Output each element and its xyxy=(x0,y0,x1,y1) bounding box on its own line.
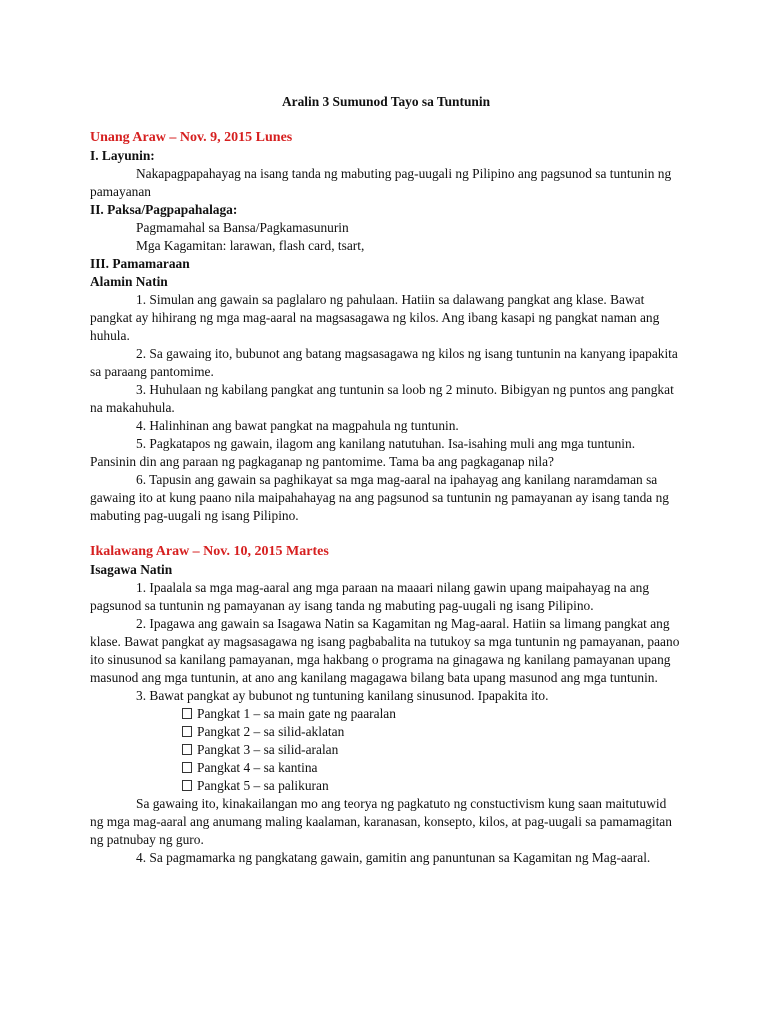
group-list-item xyxy=(90,705,682,723)
alamin-heading: Alamin Natin xyxy=(90,274,168,289)
checkbox-bullet-icon xyxy=(182,744,192,755)
isagawa-heading: Isagawa Natin xyxy=(90,562,173,577)
checkbox-bullet-icon xyxy=(182,780,192,791)
paksa-heading: II. Paksa/Pagpapahalaga: xyxy=(90,202,238,217)
group-label: Pangkat 3 – sa silid-aralan xyxy=(197,742,339,757)
teacher-note: Sa gawaing ito, kinakailangan mo ang teorya ng pagkatuto ng constuctivism kung saan maitutuwid ng mga mag-aaral ang anumang maling kaalaman, karanasan, konsepto, kilos, at pag-uugali sa pamamagitan ng patnubay ng guro. xyxy=(90,796,672,847)
group-list-item xyxy=(90,759,682,777)
day2-step: 1. Ipaalala sa mga mag-aaral ang mga paraan na maaari nilang gawin upang maipahayag na ang pagsunod sa tuntunin ng pamayanan ay isang tanda ng mabuting pag-uugali ng isang Pilipino. xyxy=(90,580,650,613)
paksa-item: Pagmamahal sa Bansa/Pagkamasunurin xyxy=(136,220,349,235)
checkbox-bullet-icon xyxy=(182,762,192,773)
day2-step: 4. Sa pagmamarka ng pangkatang gawain, gamitin ang panuntunan sa Kagamitan ng Mag-aaral. xyxy=(136,850,651,865)
layunin-text: Nakapagpapahayag na isang tanda ng mabuting pag-uugali ng Pilipino ang pagsunod sa tuntunin ng pamayanan xyxy=(90,166,672,199)
day1-step: 1. Simulan ang gawain sa paglalaro ng pahulaan. Hatiin sa dalawang pangkat ang klase. Bawat pangkat ay hihirang ng mga mag-aaral na magsasagawa ng kilos. Ang ibang kasapi ng pangkat naman ang huhula. xyxy=(90,292,660,343)
day2-step: 2. Ipagawa ang gawain sa Isagawa Natin sa Kagamitan ng Mag-aaral. Hatiin sa limang pangkat ang klase. Bawat pangkat ay magsasagawa ng isang pagbabalita na tutukoy sa mga tuntunin ng pamayanan, paano ito sinusunod sa kanilang pamayanan, mga hakbang o programa na ginagawa ng kanilang pamayanan upang masunod ang mga tuntunin, at ano ang kanilang magagawa bilang bata upang masunod ang mga tuntunin. xyxy=(90,616,680,685)
day1-step: 4. Halinhinan ang bawat pangkat na magpahula ng tuntunin. xyxy=(136,418,459,433)
paksa-item: Mga Kagamitan: larawan, flash card, tsart, xyxy=(136,238,365,253)
checkbox-bullet-icon xyxy=(182,726,192,737)
group-label: Pangkat 2 – sa silid-aklatan xyxy=(197,724,345,739)
group-label: Pangkat 5 – sa palikuran xyxy=(197,778,329,793)
group-list-item xyxy=(90,741,682,759)
day1-heading: Unang Araw – Nov. 9, 2015 Lunes xyxy=(90,130,293,145)
day1-step: 5. Pagkatapos ng gawain, ilagom ang kanilang natutuhan. Isa-isahing muli ang mga tuntunin. Pansinin din ang paraan ng pagkaganap ng pantomime. Tama ba ang pagkaganap nila? xyxy=(90,436,636,469)
group-label: Pangkat 1 – sa main gate ng paaralan xyxy=(197,706,396,721)
checkbox-bullet-icon xyxy=(182,708,192,719)
day2-step: 3. Bawat pangkat ay bubunot ng tuntuning kanilang sinusunod. Ipapakita ito. xyxy=(136,688,549,703)
group-list-item xyxy=(90,777,682,795)
section-gap xyxy=(90,525,682,543)
day1-step: 6. Tapusin ang gawain sa paghikayat sa mga mag-aaral na ipahayag ang kanilang naramdaman sa gawaing ito at kung paano nila maipahahayag na ang pagsunod sa tuntunin ng pamayanan ay isang tanda ng mabuting pag-uugali ng isang Pilipino. xyxy=(90,472,669,523)
day1-step: 3. Huhulaan ng kabilang pangkat ang tuntunin sa loob ng 2 minuto. Bibigyan ng puntos ang pangkat na makahuhula. xyxy=(90,382,674,415)
pamamaraan-heading: III. Pamamaraan xyxy=(90,256,190,271)
layunin-heading: I. Layunin: xyxy=(90,148,155,163)
day1-step: 2. Sa gawaing ito, bubunot ang batang magsasagawa ng kilos ng isang tuntunin na kanyang ipapakita sa paraang pantomime. xyxy=(90,346,678,379)
group-label: Pangkat 4 – sa kantina xyxy=(197,760,318,775)
document-body xyxy=(90,93,682,867)
day2-heading: Ikalawang Araw – Nov. 10, 2015 Martes xyxy=(90,544,329,559)
lesson-title: Aralin 3 Sumunod Tayo sa Tuntunin xyxy=(281,94,491,109)
group-list-item xyxy=(90,723,682,741)
